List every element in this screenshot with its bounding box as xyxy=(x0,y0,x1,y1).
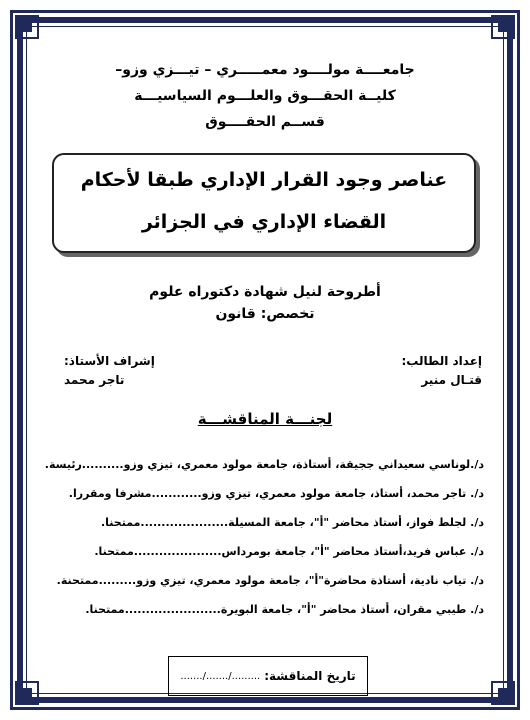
student-name: قتـال منير xyxy=(421,373,482,387)
committee-heading: لجنـــة المناقشـــة xyxy=(197,410,333,428)
thesis-title-line-2: القضاء الإداري في الجزائر xyxy=(141,211,387,233)
corner-ornament-icon xyxy=(490,680,516,706)
thesis-title-line-1: عناصر وجود القرار الإداري طبقا لأحكام xyxy=(80,169,448,191)
corner-ornament-icon xyxy=(490,14,516,40)
university-name: جامعــــة مولــــود معمـــــري – تيـــزي وزو– xyxy=(115,62,415,78)
faculty-name: كليــة الحقـــوق والعلـــوم السياسيـــة xyxy=(134,88,396,104)
defense-date-value: ........./......./....... xyxy=(180,670,261,682)
student-label: إعداد الطالب: xyxy=(401,354,482,368)
corner-ornament-icon xyxy=(14,680,40,706)
defense-date-box xyxy=(168,656,368,696)
committee-member: د/. طيبي مقران، أستاذ محاضر "أ"، جامعة البويرة.......................ممتحنا. xyxy=(85,603,484,616)
department-name: قســم الحقــــوق xyxy=(205,114,325,130)
supervisor-label: إشراف الأستاذ: xyxy=(64,354,155,368)
committee-member: د/. تاجر محمد، أستاذ، جامعة مولود معمري، تيزي وزو............مشرفا ومقررا. xyxy=(68,487,484,500)
defense-date-label: تاريخ المناقشة: xyxy=(264,669,356,683)
specialization: تخصص: قانون xyxy=(215,306,315,322)
supervisor-name: تاجر محمد xyxy=(64,373,125,387)
committee-member: د/.لوناسي سعيداني ججيقة، أستاذة، جامعة مولود معمري، تيزي وزو..........رئيسة. xyxy=(44,458,484,471)
committee-member: د/. لجلط فواز، أستاذ محاضر "أ"، جامعة المسيلة.....................ممتحنا. xyxy=(101,516,484,529)
thesis-cover-page xyxy=(40,40,490,683)
corner-ornament-icon xyxy=(14,14,40,40)
degree-statement: أطروحة لنيل شهادة دكتوراه علوم xyxy=(149,284,381,300)
committee-member: د/. عباس فريد،أستاذ محاضر "أ"، جامعة بومرداس.....................ممتحنا. xyxy=(94,545,484,558)
thesis-title-box xyxy=(52,153,476,253)
committee-member: د/. تياب نادية، أستاذة محاضرة"أ"، جامعة مولود معمري، تيزي وزو.........ممتحنة. xyxy=(56,574,484,587)
